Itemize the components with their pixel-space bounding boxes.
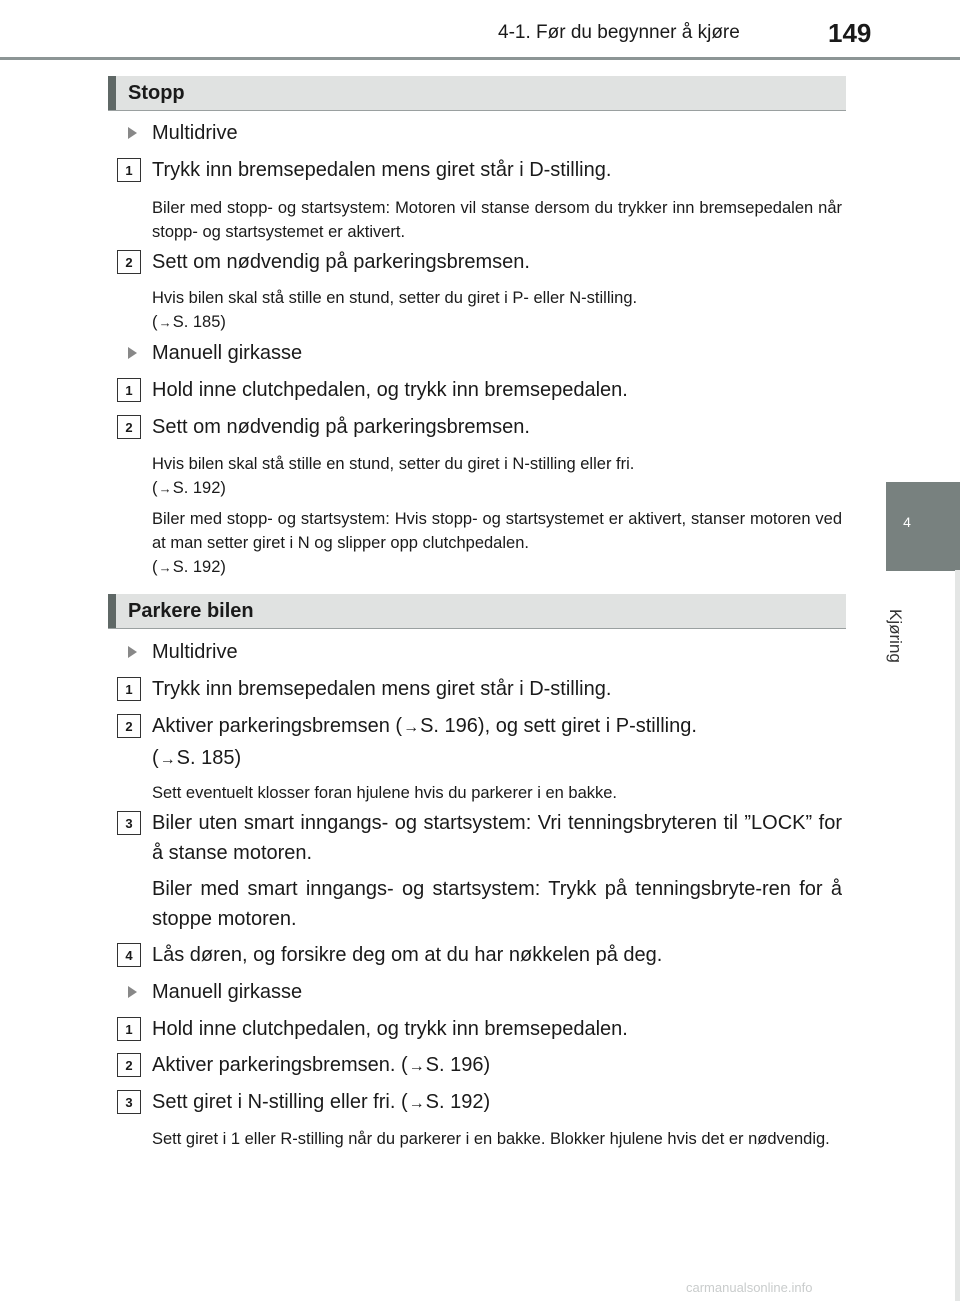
subheading-manual: Manuell girkasse <box>152 342 303 364</box>
step-note: Sett giret i 1 eller R-stilling når du parkerer i en bakke. Blokker hjulene hvis det er nødvendig. <box>152 1130 830 1148</box>
arrow-right-icon: → <box>159 751 176 768</box>
step-number: 2 <box>117 1053 141 1077</box>
step-number: 1 <box>117 378 141 402</box>
page-reference: S. 196), og sett giret i P-stilling. <box>420 715 697 737</box>
step-number: 4 <box>117 943 141 967</box>
step-number: 1 <box>117 677 141 701</box>
step-number: 1 <box>117 158 141 182</box>
step-number: 2 <box>117 415 141 439</box>
step-text-continued: Biler med smart inngangs- og startsystem: Trykk på tenningsbryte-ren for å stoppe motoren. <box>152 878 842 930</box>
step-text: Sett om nødvendig på parkeringsbremsen. <box>152 416 530 438</box>
step-text: Aktiver parkeringsbremsen (→S. 196), og sett giret i P-stilling. (→S. 185) <box>152 711 842 775</box>
step-text: Sett om nødvendig på parkeringsbremsen. <box>152 251 530 273</box>
chapter-label: Kjøring <box>886 609 905 663</box>
chapter-number: 4 <box>903 514 911 530</box>
section-header-parkere <box>108 594 846 629</box>
section-accent <box>108 594 116 628</box>
note-text: Biler med stopp- og startsystem: Hvis stopp- og startsystemet er aktivert, stanser motoren ved at man setter giret i N og slipper opp clutchpedalen. <box>152 510 842 552</box>
arrow-right-icon: → <box>158 560 172 575</box>
subheading-multidrive: Multidrive <box>152 641 238 663</box>
step-number: 3 <box>117 1090 141 1114</box>
section-title: Parkere bilen <box>128 600 254 622</box>
step-text <box>152 1050 842 1082</box>
subheading-manual: Manuell girkasse <box>152 981 303 1003</box>
section-header-stopp <box>108 76 846 111</box>
step-number: 3 <box>117 811 141 835</box>
triangle-right-icon <box>128 646 137 658</box>
step-note: Biler med stopp- og startsystem: Hvis stopp- og startsystemet er aktivert, stanser motoren ved at man setter giret i N og slipper opp clutchpedalen. (→S. 192) <box>152 507 842 580</box>
triangle-right-icon <box>128 347 137 359</box>
step-note: Hvis bilen skal stå stille en stund, setter du giret i N-stilling eller fri. (→S. 192) <box>152 452 842 501</box>
arrow-right-icon: → <box>158 315 172 330</box>
step-text: Hold inne clutchpedalen, og trykk inn bremsepedalen. <box>152 1018 628 1040</box>
page-number: 149 <box>828 18 872 48</box>
header-section-title: 4-1. Før du begynner å kjøre <box>498 22 740 43</box>
step-text: Hold inne clutchpedalen, og trykk inn bremsepedalen. <box>152 379 628 401</box>
step-note: Biler med stopp- og startsystem: Motoren vil stanse dersom du trykker inn bremsepedalen når stopp- og startsystemet er aktivert. <box>152 199 842 241</box>
arrow-right-icon: → <box>403 719 420 736</box>
chapter-tab <box>886 482 960 570</box>
triangle-right-icon <box>128 986 137 998</box>
step-text-part: Aktiver parkeringsbremsen. ( <box>152 1054 408 1076</box>
chapter-strip <box>955 570 960 1301</box>
page-reference: S. 185) <box>176 747 242 769</box>
section-title: Stopp <box>128 82 185 104</box>
step-text-part: Sett giret i N-stilling eller fri. ( <box>152 1091 408 1113</box>
triangle-right-icon <box>128 127 137 139</box>
page-reference: S. 192) <box>172 558 226 576</box>
step-number: 1 <box>117 1017 141 1041</box>
step-text: Trykk inn bremsepedalen mens giret står i D-stilling. <box>152 678 612 700</box>
step-text: Lås døren, og forsikre deg om at du har nøkkelen på deg. <box>152 944 663 966</box>
page-reference: S. 192) <box>425 1091 491 1113</box>
arrow-right-icon: → <box>408 1095 425 1112</box>
step-note: Hvis bilen skal stå stille en stund, setter du giret i P- eller N-stilling. (→S. 185) <box>152 286 842 335</box>
step-text <box>152 1087 842 1119</box>
header-rule <box>0 57 960 60</box>
step-text: Biler uten smart inngangs- og startsystem: Vri tenningsbryteren til ”LOCK” for å stanse motoren. <box>152 812 842 864</box>
step-number: 2 <box>117 250 141 274</box>
note-text: Hvis bilen skal stå stille en stund, setter du giret i N-stilling eller fri. <box>152 455 635 473</box>
page-reference: S. 196) <box>425 1054 491 1076</box>
page-reference: S. 192) <box>172 479 226 497</box>
subheading-multidrive: Multidrive <box>152 122 238 144</box>
arrow-right-icon: → <box>158 481 172 496</box>
step-number: 2 <box>117 714 141 738</box>
page-reference: S. 185) <box>172 313 226 331</box>
step-text-part: Aktiver parkeringsbremsen ( <box>152 715 403 737</box>
note-text: Hvis bilen skal stå stille en stund, setter du giret i P- eller N-stilling. <box>152 289 638 307</box>
step-note: Sett eventuelt klosser foran hjulene hvis du parkerer i en bakke. <box>152 784 618 802</box>
arrow-right-icon: → <box>408 1058 425 1075</box>
step-text: Trykk inn bremsepedalen mens giret står i D-stilling. <box>152 159 612 181</box>
chapter-rule <box>886 570 960 571</box>
section-accent <box>108 76 116 110</box>
watermark: carmanualsonline.info <box>686 1280 813 1295</box>
